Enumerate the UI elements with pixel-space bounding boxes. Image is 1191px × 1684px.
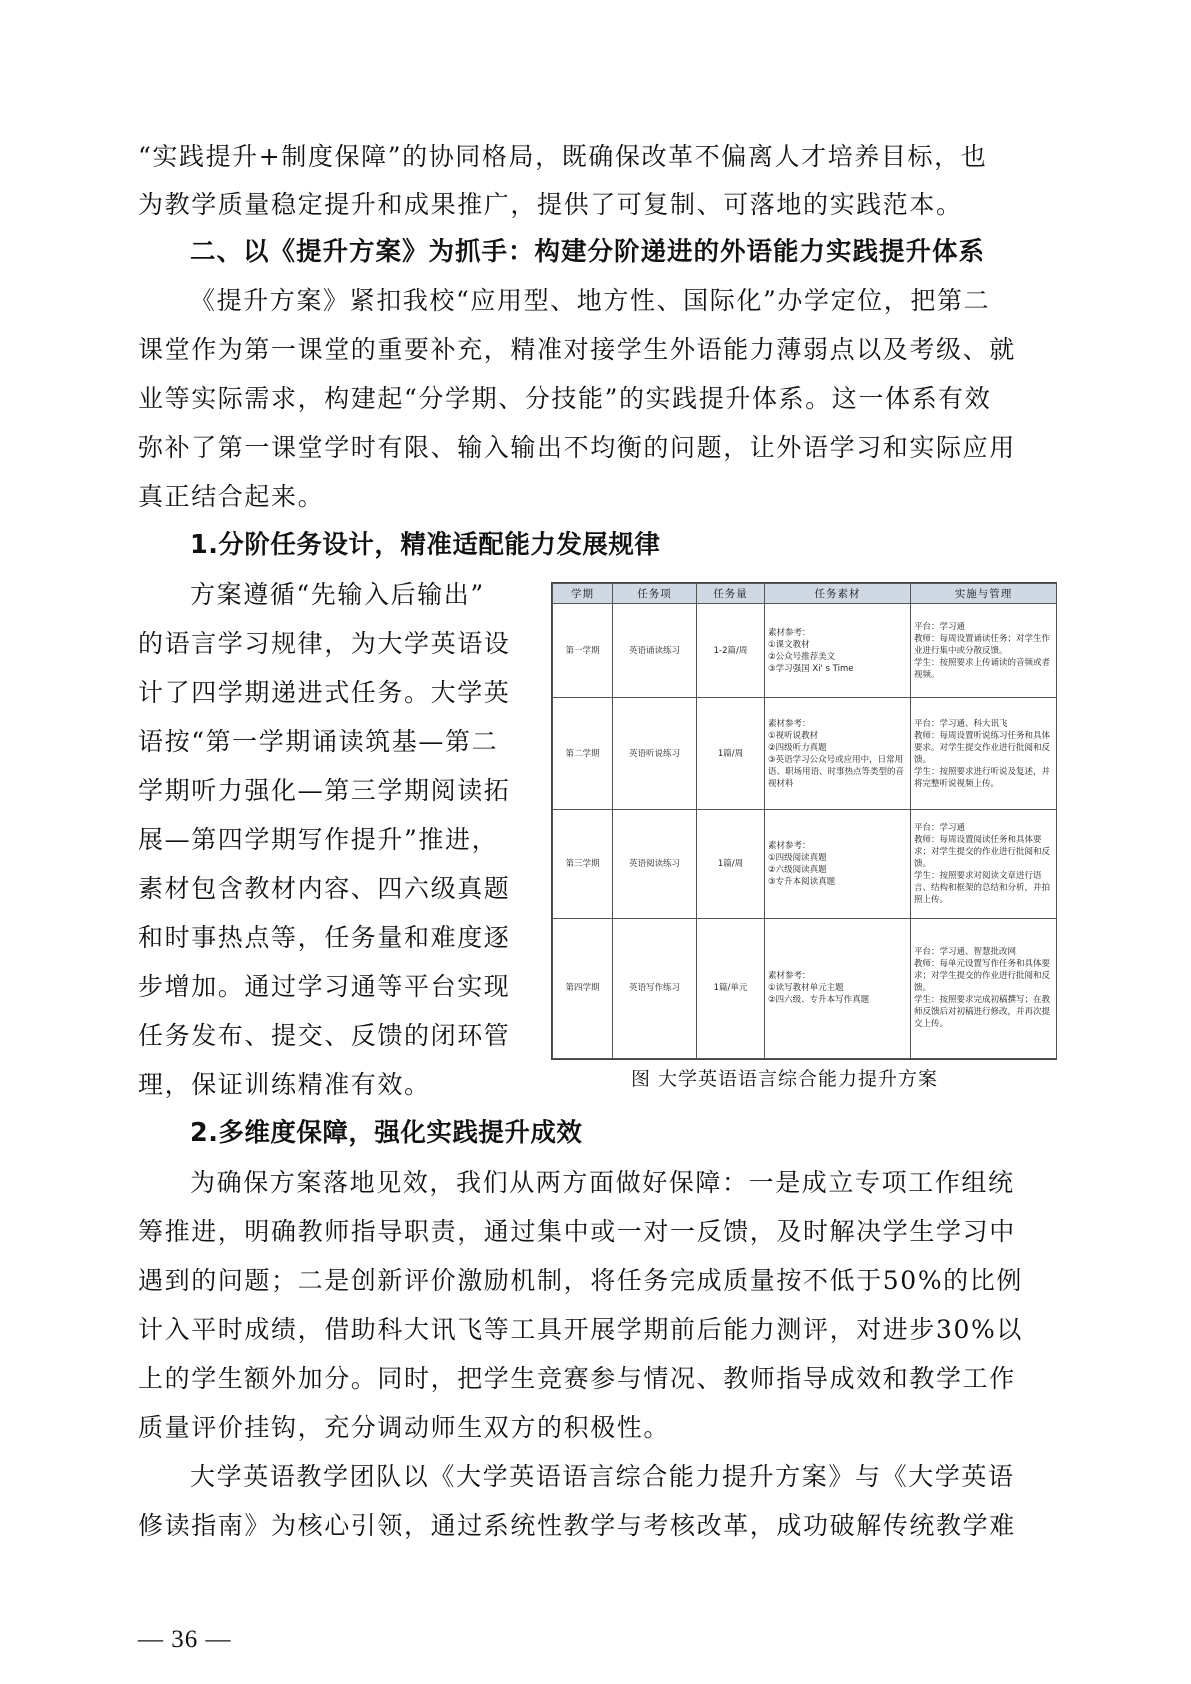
paragraph-line: 真正结合起来。 xyxy=(138,482,325,511)
column-header: 学期 xyxy=(553,584,613,604)
management-cell xyxy=(911,810,1057,918)
term-cell: 第一学期 xyxy=(553,604,613,698)
figure-caption: 图 大学英语语言综合能力提升方案 xyxy=(631,1068,939,1090)
teacher-text: 教师：每周设置诵读任务；对学生作业进行集中或分散反馈。 xyxy=(914,633,1051,656)
paragraph-line: 学期听力强化—第三学期阅读拓 xyxy=(138,776,511,805)
paragraph-line: 质量评价挂钩，充分调动师生双方的积极性。 xyxy=(138,1413,671,1442)
subsection-heading: 1.分阶任务设计，精准适配能力发展规律 xyxy=(190,530,661,560)
paragraph-line: 理，保证训练精准有效。 xyxy=(138,1070,431,1099)
paragraph-line: 《提升方案》紧扣我校“应用型、地方性、国际化”办学定位，把第二 xyxy=(190,286,991,315)
platform-text: 平台：学习通、科大讯飞 xyxy=(914,718,1008,729)
materials-cell: 素材参考： ①课文教材 ②公众号推荐美文 ③学习强国 Xi' s Time xyxy=(765,604,911,698)
paragraph-line: 弥补了第一课堂学时有限、输入输出不均衡的问题，让外语学习和实际应用 xyxy=(138,433,1016,462)
management-cell xyxy=(911,918,1057,1058)
paragraph-line: 素材包含教材内容、四六级真题 xyxy=(138,874,511,903)
paragraph-line: 上的学生额外加分。同时，把学生竞赛参与情况、教师指导成效和教学工作 xyxy=(138,1364,1016,1393)
paragraph-line: 大学英语教学团队以《大学英语语言综合能力提升方案》与《大学英语 xyxy=(190,1462,1015,1491)
table-row xyxy=(553,810,1057,918)
table-row xyxy=(553,604,1057,698)
teacher-text: 教师：每单元设置写作任务和具体要求；对学生提交的作业进行批阅和反馈。 xyxy=(914,959,1051,994)
paragraph-line: “实践提升+制度保障”的协同格局，既确保改革不偏离人才培养目标，也 xyxy=(138,142,988,171)
teacher-text: 教师：每周设置听说练习任务和具体要求。对学生提交作业进行批阅和反馈。 xyxy=(914,730,1051,765)
paragraph-line: 语按“第一学期诵读筑基—第二 xyxy=(138,727,499,756)
table-row xyxy=(553,918,1057,1058)
amount-cell: 1篇/周 xyxy=(697,698,765,810)
paragraph-line: 为教学质量稳定提升和成果推广，提供了可复制、可落地的实践范本。 xyxy=(138,190,963,219)
platform-text: 平台：学习通 xyxy=(914,823,966,834)
management-cell xyxy=(911,604,1057,698)
teacher-text: 教师：每周设置阅读任务和具体要求；对学生提交的作业进行批阅和反馈。 xyxy=(914,835,1051,870)
item-cell: 英语阅读练习 xyxy=(613,810,697,918)
paragraph-line: 计入平时成绩，借助科大讯飞等工具开展学期前后能力测评，对进步30%以 xyxy=(138,1315,1023,1344)
student-text: 学生：按照要求对阅读文章进行语言、结构和框架的总结和分析，并拍照上传。 xyxy=(914,871,1051,906)
term-cell: 第三学期 xyxy=(553,810,613,918)
section-heading: 二、以《提升方案》为抓手：构建分阶递进的外语能力实践提升体系 xyxy=(190,237,986,267)
platform-text: 平台：学习通 xyxy=(914,621,966,632)
student-text: 学生：按照要求完成初稿撰写；在教师反馈后对初稿进行修改，并再次提交上传。 xyxy=(914,995,1051,1030)
management-cell xyxy=(911,698,1057,810)
paragraph-line: 和时事热点等，任务量和难度逐 xyxy=(138,923,511,952)
paragraph-line: 方案遵循“先输入后输出” xyxy=(190,580,485,609)
term-cell: 第四学期 xyxy=(553,918,613,1058)
figure-table xyxy=(551,582,1057,1060)
column-header: 实施与管理 xyxy=(911,584,1057,604)
item-cell: 英语诵读练习 xyxy=(613,604,697,698)
materials-cell: 素材参考： ①四级阅读真题 ②六级阅读真题 ③专升本阅读真题 xyxy=(765,810,911,918)
paragraph-line: 的语言学习规律，为大学英语设 xyxy=(138,629,511,658)
column-header: 任务量 xyxy=(697,584,765,604)
table-header-row xyxy=(553,584,1057,604)
paragraph-line: 业等实际需求，构建起“分学期、分技能”的实践提升体系。这一体系有效 xyxy=(138,384,992,413)
column-header: 任务项 xyxy=(613,584,697,604)
table-row xyxy=(553,698,1057,810)
paragraph-line: 步增加。通过学习通等平台实现 xyxy=(138,972,511,1001)
paragraph-line: 遇到的问题；二是创新评价激励机制，将任务完成质量按不低于50%的比例 xyxy=(138,1266,1023,1295)
student-text: 学生：按照要求上传诵读的音频或者视频。 xyxy=(914,657,1051,680)
materials-cell: 素材参考： ①读写教材单元主题 ②四六级、专升本写作真题 xyxy=(765,918,911,1058)
item-cell: 英语听说练习 xyxy=(613,698,697,810)
platform-text: 平台：学习通、智慧批改网 xyxy=(914,947,1017,958)
subsection-heading: 2.多维度保障，强化实践提升成效 xyxy=(190,1118,583,1148)
item-cell: 英语写作练习 xyxy=(613,918,697,1058)
paragraph-line: 课堂作为第一课堂的重要补充，精准对接学生外语能力薄弱点以及考级、就 xyxy=(138,335,1016,364)
plan-table xyxy=(552,583,1057,1059)
column-header: 任务素材 xyxy=(765,584,911,604)
term-cell: 第二学期 xyxy=(553,698,613,810)
page-number: — 36 — xyxy=(138,1626,232,1653)
materials-cell: 素材参考： ①视听说教材 ②四级听力真题 ③英语学习公众号或应用中，日常用语、职场用语、时事热点等类型的音视材料 xyxy=(765,698,911,810)
amount-cell: 1-2篇/周 xyxy=(697,604,765,698)
paragraph-line: 筹推进，明确教师指导职责，通过集中或一对一反馈，及时解决学生学习中 xyxy=(138,1217,1016,1246)
amount-cell: 1篇/周 xyxy=(697,810,765,918)
amount-cell: 1篇/单元 xyxy=(697,918,765,1058)
paragraph-line: 任务发布、提交、反馈的闭环管 xyxy=(138,1021,511,1050)
paragraph-line: 为确保方案落地见效，我们从两方面做好保障：一是成立专项工作组统 xyxy=(190,1168,1015,1197)
paragraph-line: 展—第四学期写作提升”推进， xyxy=(138,825,499,854)
student-text: 学生：按照要求进行听说及复述，并将完整听说视频上传。 xyxy=(914,766,1051,789)
paragraph-line: 修读指南》为核心引领，通过系统性教学与考核改革，成功破解传统教学难 xyxy=(138,1511,1016,1540)
paragraph-line: 计了四学期递进式任务。大学英 xyxy=(138,678,511,707)
